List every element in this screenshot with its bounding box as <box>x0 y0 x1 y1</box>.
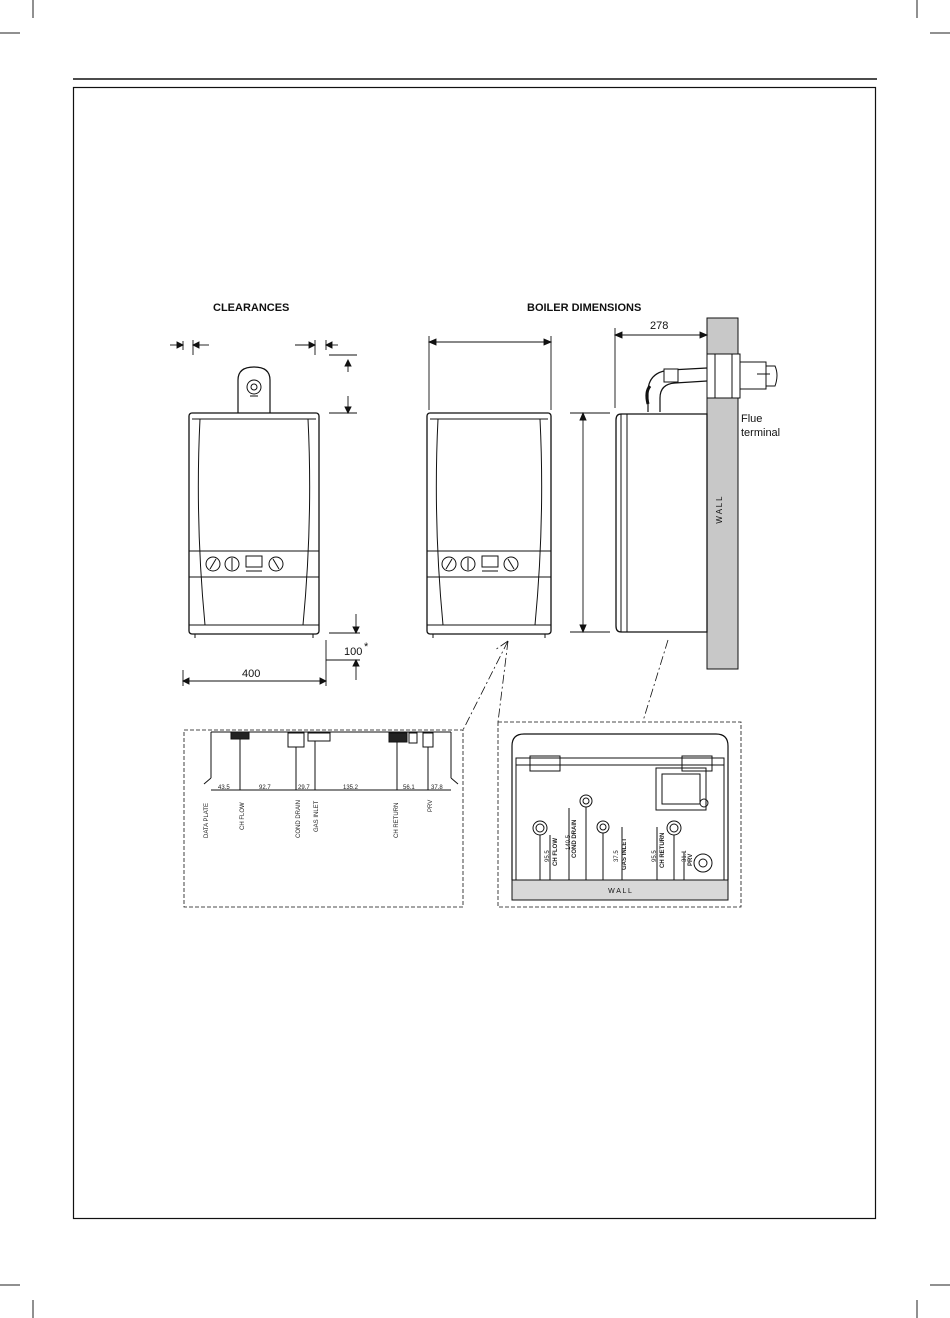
underside-detail-frame <box>184 730 463 907</box>
wall-side-label: W A L L <box>715 496 724 524</box>
plan-drawing <box>512 734 728 900</box>
clearances-heading: CLEARANCES <box>213 302 290 314</box>
plan-wall-label: W A L L <box>608 888 632 895</box>
connection-label: COND DRAIN <box>572 819 578 858</box>
distance-label: 140.5 <box>566 834 572 850</box>
connection-label: COND DRAIN <box>296 799 302 838</box>
connection-label: CH FLOW <box>553 838 559 866</box>
underside-drawing <box>204 732 458 790</box>
clearance-bottom-asterisk: * <box>364 641 369 653</box>
spacing-label: 56.1 <box>403 785 415 791</box>
plan-connection-labels <box>553 820 694 870</box>
boiler-side-view <box>616 318 777 669</box>
dimensions-boiler-front <box>427 413 551 638</box>
depth-label: 278 <box>650 320 669 332</box>
clearance-bottom-label: 100 <box>344 646 363 658</box>
spacing-label: 43.5 <box>218 785 230 791</box>
depth-dimension-line <box>615 328 707 408</box>
spacing-label: 29.7 <box>298 785 310 791</box>
distance-label: 95.5 <box>545 850 551 862</box>
connection-label: CH FLOW <box>240 802 246 830</box>
distance-label: 31.1 <box>682 850 688 862</box>
page-frame <box>74 88 876 1219</box>
detail-leader-lines <box>463 640 668 730</box>
connection-label: PRV <box>688 853 694 866</box>
clearance-width-label: 400 <box>242 668 261 680</box>
connection-label: PRV <box>428 799 434 812</box>
plan-distance-labels <box>545 834 688 862</box>
dimensions-front-dimension-lines <box>429 336 610 632</box>
distance-label: 37.5 <box>614 850 620 862</box>
boiler-dimensions-heading: BOILER DIMENSIONS <box>527 302 642 314</box>
connection-label: GAS INLET <box>622 837 628 870</box>
connection-label: CH RETURN <box>660 832 666 868</box>
spacing-label: 92.7 <box>259 785 271 791</box>
distance-label: 95.5 <box>652 850 658 862</box>
connection-label: CH RETURN <box>394 802 400 838</box>
spacing-label: 135.2 <box>343 785 359 791</box>
spacing-label: 37.8 <box>431 785 443 791</box>
connection-label: DATA PLATE <box>204 802 210 838</box>
flue-label-line2: terminal <box>741 427 781 439</box>
connection-label: GAS INLET <box>314 800 320 832</box>
plan-detail-frame <box>498 722 741 907</box>
underside-connection-labels <box>204 800 434 838</box>
flue-label-line1: Flue <box>741 413 763 425</box>
clearances-boiler-front <box>189 367 319 638</box>
